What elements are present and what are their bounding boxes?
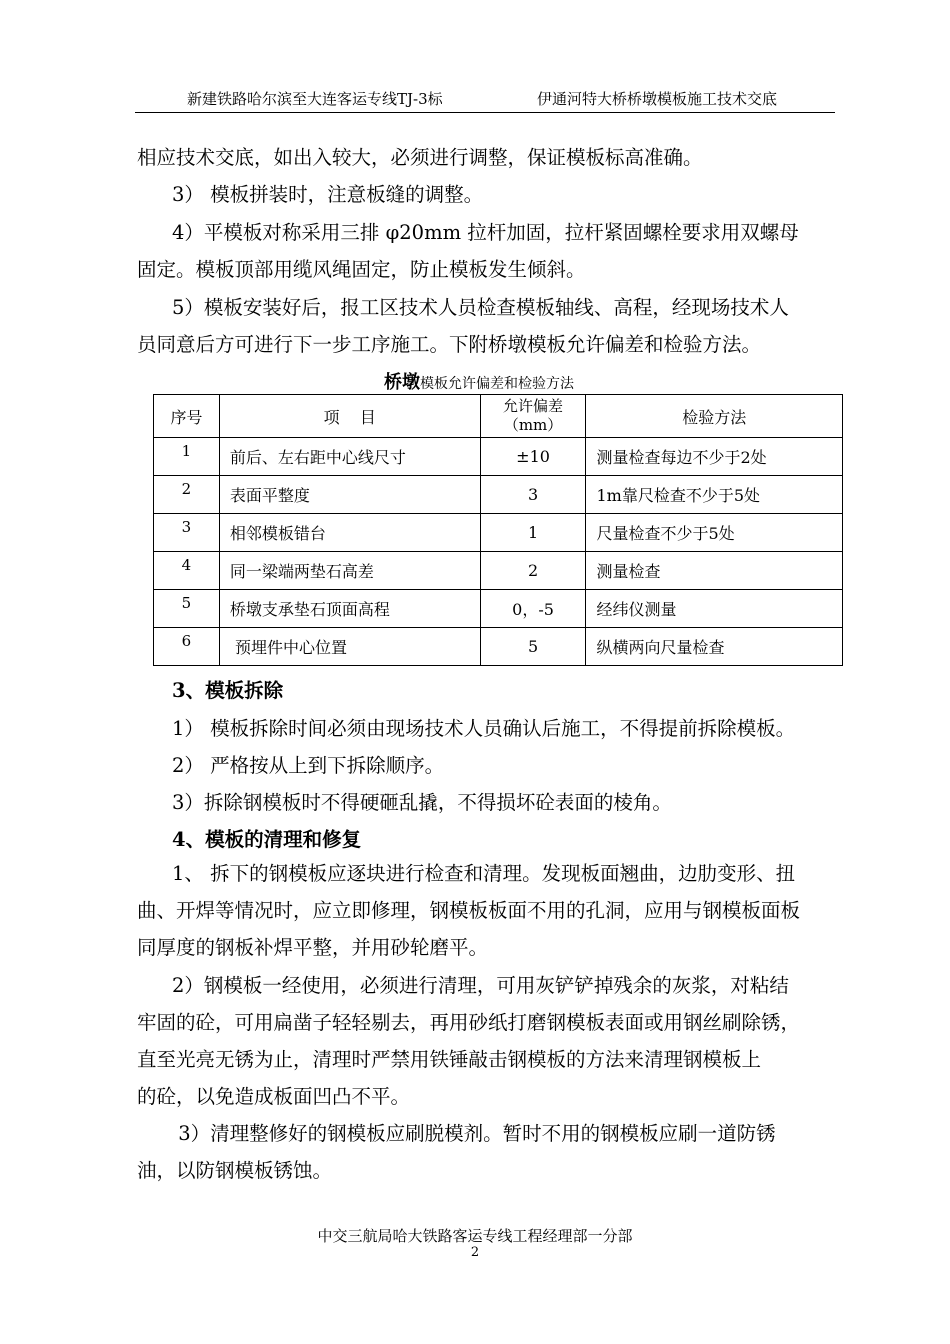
row-no: 4 (154, 552, 220, 590)
table-row (154, 476, 843, 514)
row-item: 前后、左右距中心线尺寸 (219, 438, 480, 476)
paragraph: 牢固的砼，可用扁凿子轻轻剔去，再用砂纸打磨钢模板表面或用钢丝刷除锈， (137, 1011, 801, 1034)
header-no: 序号 (154, 395, 220, 438)
row-method: 尺量检查不少于5处 (586, 514, 843, 552)
table-caption-emphasis: 桥墩 (384, 372, 420, 393)
paragraph: 曲、开焊等情况时，应立即修理，钢模板板面不用的孔洞，应用与钢模板面板 (137, 899, 801, 922)
footer-organization: 中交三航局哈大铁路客运专线工程经理部一分部 (317, 1227, 633, 1245)
paragraph: 1） 模板拆除时间必须由现场技术人员确认后施工，不得提前拆除模板。 (172, 717, 796, 740)
row-item: 同一梁端两垫石高差 (219, 552, 480, 590)
section-heading: 4、模板的清理和修复 (172, 828, 362, 851)
paragraph: 4）平模板对称采用三排 φ20mm 拉杆加固，拉杆紧固螺栓要求用双螺母 (172, 221, 799, 244)
row-no: 6 (154, 628, 220, 666)
row-tolerance: 5 (480, 628, 586, 666)
header-item: 项 目 (219, 395, 480, 438)
paragraph: 1、 拆下的钢模板应逐块进行检查和清理。发现板面翘曲，边肋变形、扭 (172, 862, 796, 885)
header-tolerance-line2: （mm） (503, 416, 563, 434)
row-method: 测量检查 (586, 552, 843, 590)
table-caption (384, 368, 574, 394)
row-method: 1m靠尺检查不少于5处 (586, 476, 843, 514)
row-item: 相邻模板错台 (219, 514, 480, 552)
paragraph: 固定。模板顶部用缆风绳固定，防止模板发生倾斜。 (137, 258, 586, 281)
table-row (154, 438, 843, 476)
header-tolerance (480, 395, 586, 438)
paragraph: 同厚度的钢板补焊平整，并用砂轮磨平。 (137, 936, 489, 959)
paragraph: 5）模板安装好后，报工区技术人员检查模板轴线、高程，经现场技术人 (172, 296, 789, 319)
paragraph: 2）钢模板一经使用，必须进行清理，可用灰铲铲掉残余的灰浆，对粘结 (172, 974, 789, 997)
paragraph: 员同意后方可进行下一步工序施工。下附桥墩模板允许偏差和检验方法。 (137, 333, 762, 356)
row-no: 5 (154, 590, 220, 628)
paragraph: 的砼，以免造成板面凹凸不平。 (137, 1085, 411, 1108)
page-footer (0, 1226, 950, 1260)
row-no: 3 (154, 514, 220, 552)
table-header-row (154, 395, 843, 438)
table-caption-text: 模板允许偏差和检验方法 (420, 376, 574, 392)
row-tolerance: 3 (480, 476, 586, 514)
row-item: 表面平整度 (219, 476, 480, 514)
row-no: 1 (154, 438, 220, 476)
section-heading: 3、模板拆除 (172, 679, 284, 702)
row-item: 预埋件中心位置 (219, 628, 480, 666)
header-tolerance-line1: 允许偏差 (503, 397, 564, 415)
row-tolerance: 0，-5 (480, 590, 586, 628)
paragraph: 2） 严格按从上到下拆除顺序。 (172, 754, 445, 777)
tolerance-table (153, 394, 843, 666)
table-row (154, 628, 843, 666)
page-header (135, 88, 835, 113)
table-row (154, 514, 843, 552)
row-tolerance: ±10 (480, 438, 586, 476)
row-tolerance: 1 (480, 514, 586, 552)
page-number: 2 (470, 1245, 480, 1260)
row-method: 测量检查每边不少于2处 (586, 438, 843, 476)
row-no: 2 (154, 476, 220, 514)
paragraph: 油，以防钢模板锈蚀。 (137, 1159, 333, 1182)
paragraph: 3）拆除钢模板时不得硬砸乱撬，不得损坏砼表面的棱角。 (172, 791, 672, 814)
paragraph: 相应技术交底，如出入较大，必须进行调整，保证模板标高准确。 (137, 146, 703, 169)
paragraph: 3）清理整修好的钢模板应刷脱模剂。暂时不用的钢模板应刷一道防锈 (172, 1122, 776, 1145)
table-row (154, 590, 843, 628)
header-project-title: 新建铁路哈尔滨至大连客运专线TJ-3标 (187, 90, 443, 108)
header-method: 检验方法 (586, 395, 843, 438)
row-item: 桥墩支承垫石顶面高程 (219, 590, 480, 628)
row-method: 纵横两向尺量检查 (586, 628, 843, 666)
table-row (154, 552, 843, 590)
paragraph: 3） 模板拼装时，注意板缝的调整。 (172, 183, 484, 206)
row-method: 经纬仪测量 (586, 590, 843, 628)
paragraph: 直至光亮无锈为止，清理时严禁用铁锤敲击钢模板的方法来清理钢模板上 (137, 1048, 762, 1071)
header-document-title: 伊通河特大桥桥墩模板施工技术交底 (537, 90, 778, 108)
row-tolerance: 2 (480, 552, 586, 590)
